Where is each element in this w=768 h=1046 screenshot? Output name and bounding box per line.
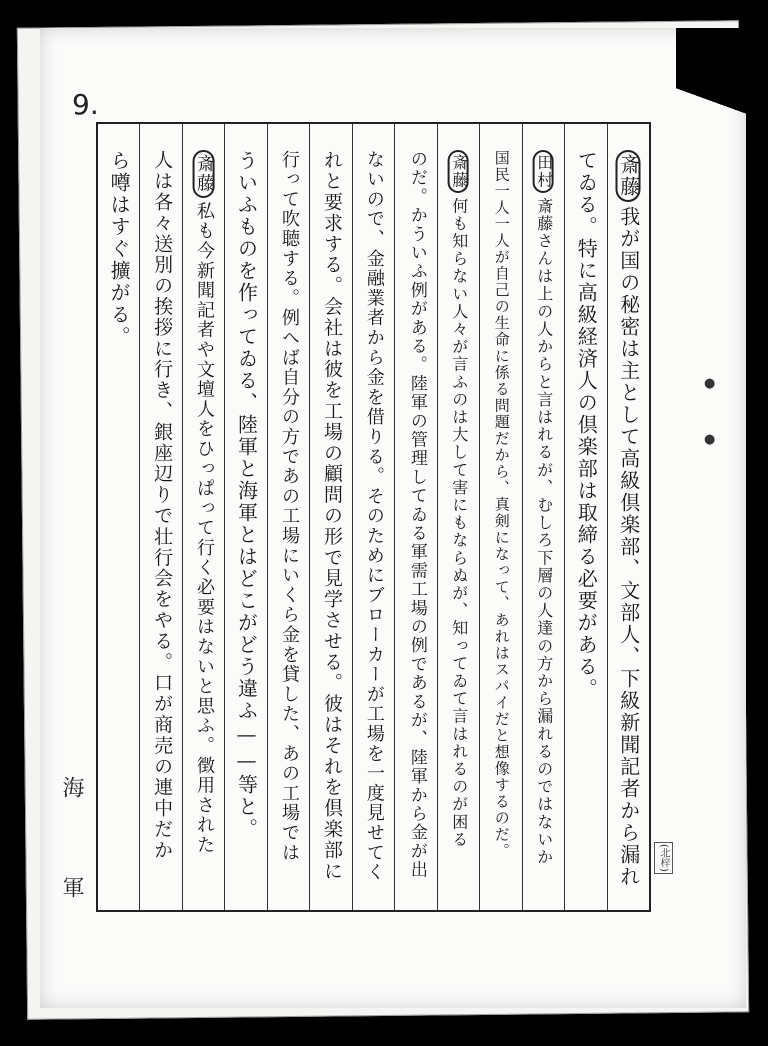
column-text: てゐる。特に高級経済人の倶楽部は取締る必要がある。 [574, 150, 599, 700]
page-fold [676, 28, 746, 228]
column-text: 何も知らない人々が言ふのは大して害にもならぬが、知ってゐて言はれるのが困る [449, 197, 469, 849]
paper-stamp: (北梓) [654, 842, 673, 874]
manuscript-column [607, 124, 649, 910]
manuscript-column [437, 124, 479, 910]
margin-punch-mark: ● [704, 432, 716, 447]
manuscript-column [352, 124, 394, 910]
manuscript-column [224, 124, 266, 910]
manuscript-column [139, 124, 181, 910]
speaker-label: 田村 [533, 150, 554, 193]
column-text: れと要求する。会社は彼を工場の顧問の形で見学させる。彼はそれを倶楽部に [320, 150, 343, 882]
manuscript-column [479, 124, 521, 910]
column-text: ら噂はすぐ擴がる。 [107, 150, 132, 348]
speaker-label: 斎藤 [192, 150, 215, 198]
manuscript-column [394, 124, 436, 910]
speaker-label: 斎藤 [448, 150, 469, 193]
speaker-label: 斎藤 [616, 150, 641, 202]
margin-punch-mark: ● [704, 376, 716, 391]
manuscript-column [267, 124, 309, 910]
manuscript-column [522, 124, 564, 910]
manuscript-grid [96, 122, 651, 912]
column-text: 我が国の秘密は主として高級倶楽部、文部人、下級新聞記者から漏れ [616, 206, 641, 888]
column-text: 斎藤さんは上の人からと言はれるが、むしろ下層の人達の方から漏れるのではないか [534, 197, 554, 867]
column-text: ないので、金融業者から金を借りる。そのためにブローカーが工場を一度見せてく [363, 150, 385, 883]
column-text: 私も今新聞記者や文壇人をひっぱって行く必要はないと思ふ。徴用された [194, 201, 216, 856]
column-text: 行って吹聴する。例へば自分の方であの工場にいくら金を貸した、あの工場では [278, 150, 300, 863]
margin-label-top: 海 [59, 776, 84, 798]
manuscript-column [98, 124, 139, 910]
manuscript-column [309, 124, 351, 910]
page-number: 9. [72, 88, 99, 121]
margin-label-bottom: 軍 [59, 876, 84, 898]
manuscript-column [182, 124, 224, 910]
column-text: ういふものを作ってゐる、陸軍と海軍とはどこがどう違ふ——等と。 [234, 150, 259, 840]
manuscript-column [564, 124, 606, 910]
column-text: のだ。かういふ例がある。陸軍の管理してゐる軍需工場の例であるが、陸軍から金が出 [406, 150, 427, 880]
column-text: 人は各々送別の挨拶に行き、銀座辺りで壮行会をやる。口が商売の連中だか [151, 150, 174, 861]
column-text: 国民一人一人が自己の生命に係る問題だから、真剣になって、あれはスパイだと想像するのだ。 [492, 150, 511, 860]
